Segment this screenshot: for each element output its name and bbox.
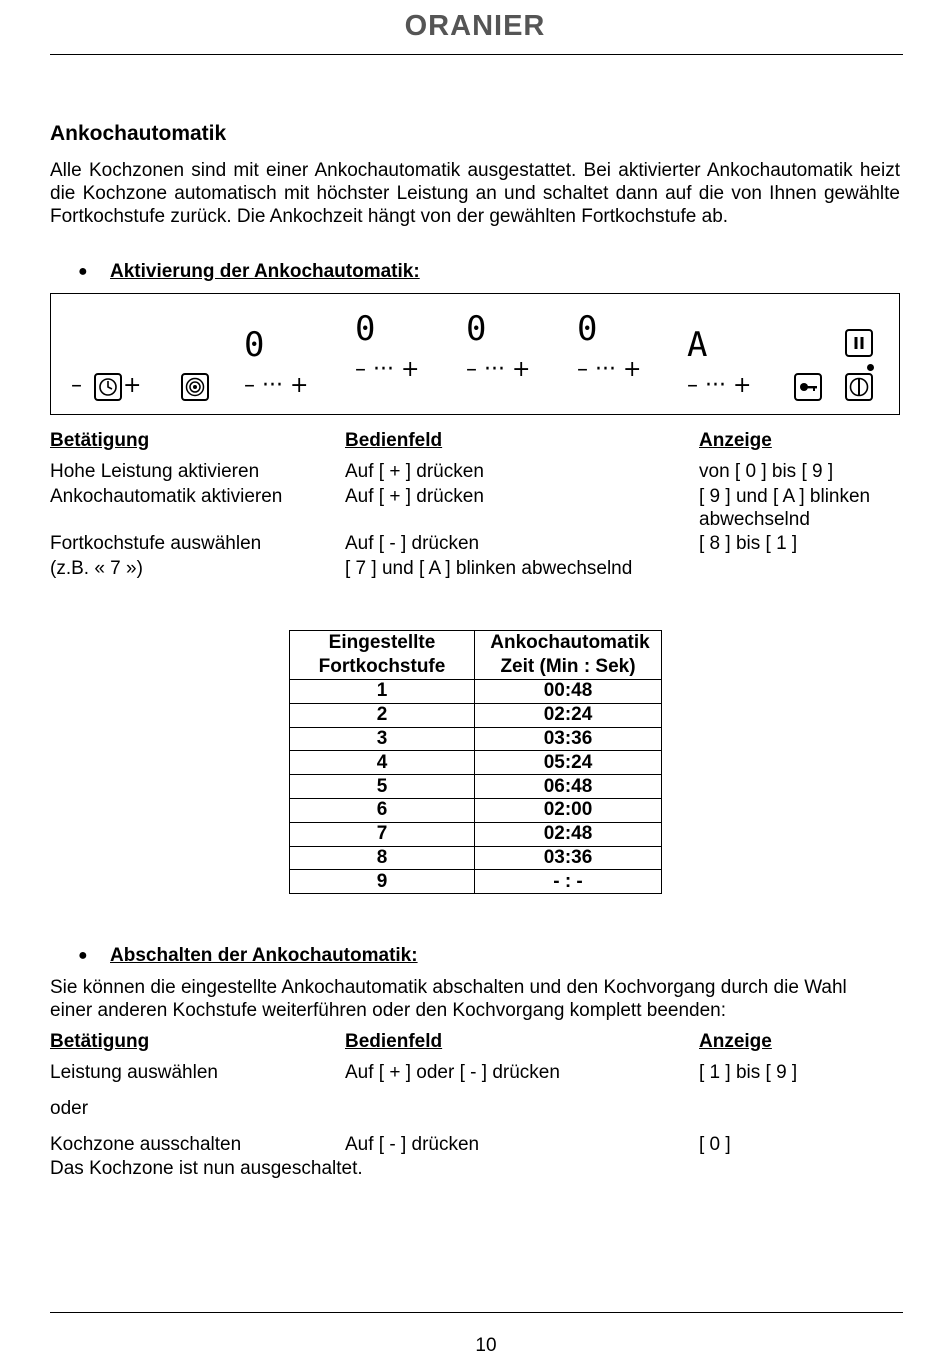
col-header-action: Betätigung (50, 430, 150, 451)
key-lock-icon (794, 373, 822, 401)
table-row (290, 775, 662, 799)
zone3-display: 0 (466, 309, 487, 349)
pause-icon (845, 329, 873, 357)
row3-action-example: (z.B. « 7 ») (50, 558, 143, 579)
table-row (290, 870, 662, 894)
bullet-icon: ● (78, 263, 88, 280)
table-cell-level: 5 (290, 775, 475, 799)
footer-rule (50, 1312, 903, 1313)
col-header-panel: Bedienfeld (345, 430, 443, 451)
table-cell-level: 6 (290, 798, 475, 822)
deactivation-text-line1: Sie können die eingestellte Ankochautomatik abschalten und den Kochvorgang durch die Wahl (50, 977, 847, 998)
table-header-time-line1: Ankochautomatik (490, 632, 650, 653)
table-row (290, 822, 662, 846)
intro-text: Alle Kochzonen sind mit einer Ankochautomatik ausgestattet. Bei aktivierter Ankochautomatik heizt die Kochzone automatisch mit höchster Leistung an und schaltet dann auf die von Ihnen gewählte Fortkochstufe zurück. Die Ankochzeit hängt von der gewählten Fortkochstufe ab. (50, 160, 900, 227)
indicator-dot-icon (867, 364, 874, 371)
timer-icon (94, 373, 122, 401)
deactivation-heading: Abschalten der Ankochautomatik: (110, 945, 418, 966)
zone5-controls: – ··· + (687, 373, 752, 398)
zone4-display: 0 (577, 309, 598, 349)
zone2-controls: – ··· + (355, 357, 420, 382)
table-cell-time: 06:48 (475, 775, 662, 799)
table-cell-level: 8 (290, 846, 475, 870)
row3-panel-cont: [ 7 ] und [ A ] blinken abwechselnd (345, 558, 633, 579)
table-cell-level: 1 (290, 680, 475, 704)
activation-heading: Aktivierung der Ankochautomatik: (110, 261, 420, 282)
table-cell-time: 03:36 (475, 846, 662, 870)
deactivation-text-line2: einer anderen Kochstufe weiterführen oder den Kochvorgang komplett beenden: (50, 1000, 727, 1021)
deact-row1-action: Leistung auswählen (50, 1062, 218, 1083)
deact-note: Das Kochzone ist nun ausgeschaltet. (50, 1158, 363, 1179)
timer-plus-icon: + (123, 373, 142, 398)
control-panel (50, 293, 900, 415)
table-cell-level: 7 (290, 822, 475, 846)
deact-row1-display: [ 1 ] bis [ 9 ] (699, 1062, 798, 1083)
header-rule (50, 54, 903, 55)
row3-panel: Auf [ - ] drücken (345, 533, 480, 554)
table-row (290, 680, 662, 704)
table-cell-time: 05:24 (475, 751, 662, 775)
row3-display: [ 8 ] bis [ 1 ] (699, 533, 798, 554)
col-header-panel-2: Bedienfeld (345, 1031, 443, 1052)
table-row (290, 798, 662, 822)
intro-paragraph (50, 159, 900, 228)
table-row (290, 703, 662, 727)
row2-display: [ 9 ] und [ A ] blinken (699, 486, 871, 507)
deact-row2-panel: Auf [ - ] drücken (345, 1134, 480, 1155)
row3-action: Fortkochstufe auswählen (50, 533, 262, 554)
row2-panel: Auf [ + ] drücken (345, 486, 484, 507)
bullet-icon: ● (78, 947, 88, 964)
table-row (290, 846, 662, 870)
col-header-display: Anzeige (699, 430, 772, 451)
table-cell-time: 00:48 (475, 680, 662, 704)
deact-row2-action: Kochzone ausschalten (50, 1134, 242, 1155)
table-cell-time: 02:00 (475, 798, 662, 822)
table-header-time (475, 631, 662, 680)
deact-row2-display: [ 0 ] (699, 1134, 731, 1155)
boost-time-table (289, 630, 662, 894)
row1-action: Hohe Leistung aktivieren (50, 461, 260, 482)
table-header-level-line1: Eingestellte (328, 632, 436, 653)
col-header-action-2: Betätigung (50, 1031, 150, 1052)
brand-logo: ORANIER (404, 10, 546, 42)
table-header-level-line2: Fortkochstufe (318, 656, 446, 677)
table-header-level (290, 631, 475, 680)
row2-display-cont: abwechselnd (699, 509, 810, 530)
table-row (290, 751, 662, 775)
table-cell-time: 02:48 (475, 822, 662, 846)
timer-minus-icon: – (71, 373, 82, 398)
col-header-display-2: Anzeige (699, 1031, 772, 1052)
table-header-row (290, 631, 662, 680)
power-icon (845, 373, 873, 401)
table-cell-level: 3 (290, 727, 475, 751)
zone2-display: 0 (355, 309, 376, 349)
zone3-controls: – ··· + (466, 357, 531, 382)
row2-action: Ankochautomatik aktivieren (50, 486, 283, 507)
table-cell-level: 9 (290, 870, 475, 894)
table-cell-time: 03:36 (475, 727, 662, 751)
row1-panel: Auf [ + ] drücken (345, 461, 484, 482)
deact-row1-panel: Auf [ + ] oder [ - ] drücken (345, 1062, 560, 1083)
table-cell-time: - : - (475, 870, 662, 894)
zone-select-icon (181, 373, 209, 401)
zone4-controls: – ··· + (577, 357, 642, 382)
zone5-display: A (687, 325, 708, 365)
zone1-display: 0 (244, 325, 265, 365)
section-title: Ankochautomatik (50, 122, 227, 145)
table-cell-level: 2 (290, 703, 475, 727)
table-cell-time: 02:24 (475, 703, 662, 727)
row1-display: von [ 0 ] bis [ 9 ] (699, 461, 834, 482)
deactivation-paragraph (50, 976, 900, 1022)
or-text: oder (50, 1098, 89, 1119)
zone1-controls: – ··· + (244, 373, 309, 398)
table-cell-level: 4 (290, 751, 475, 775)
table-row (290, 727, 662, 751)
page-number: 10 (475, 1335, 497, 1356)
table-header-time-line2: Zeit (Min : Sek) (500, 656, 636, 677)
